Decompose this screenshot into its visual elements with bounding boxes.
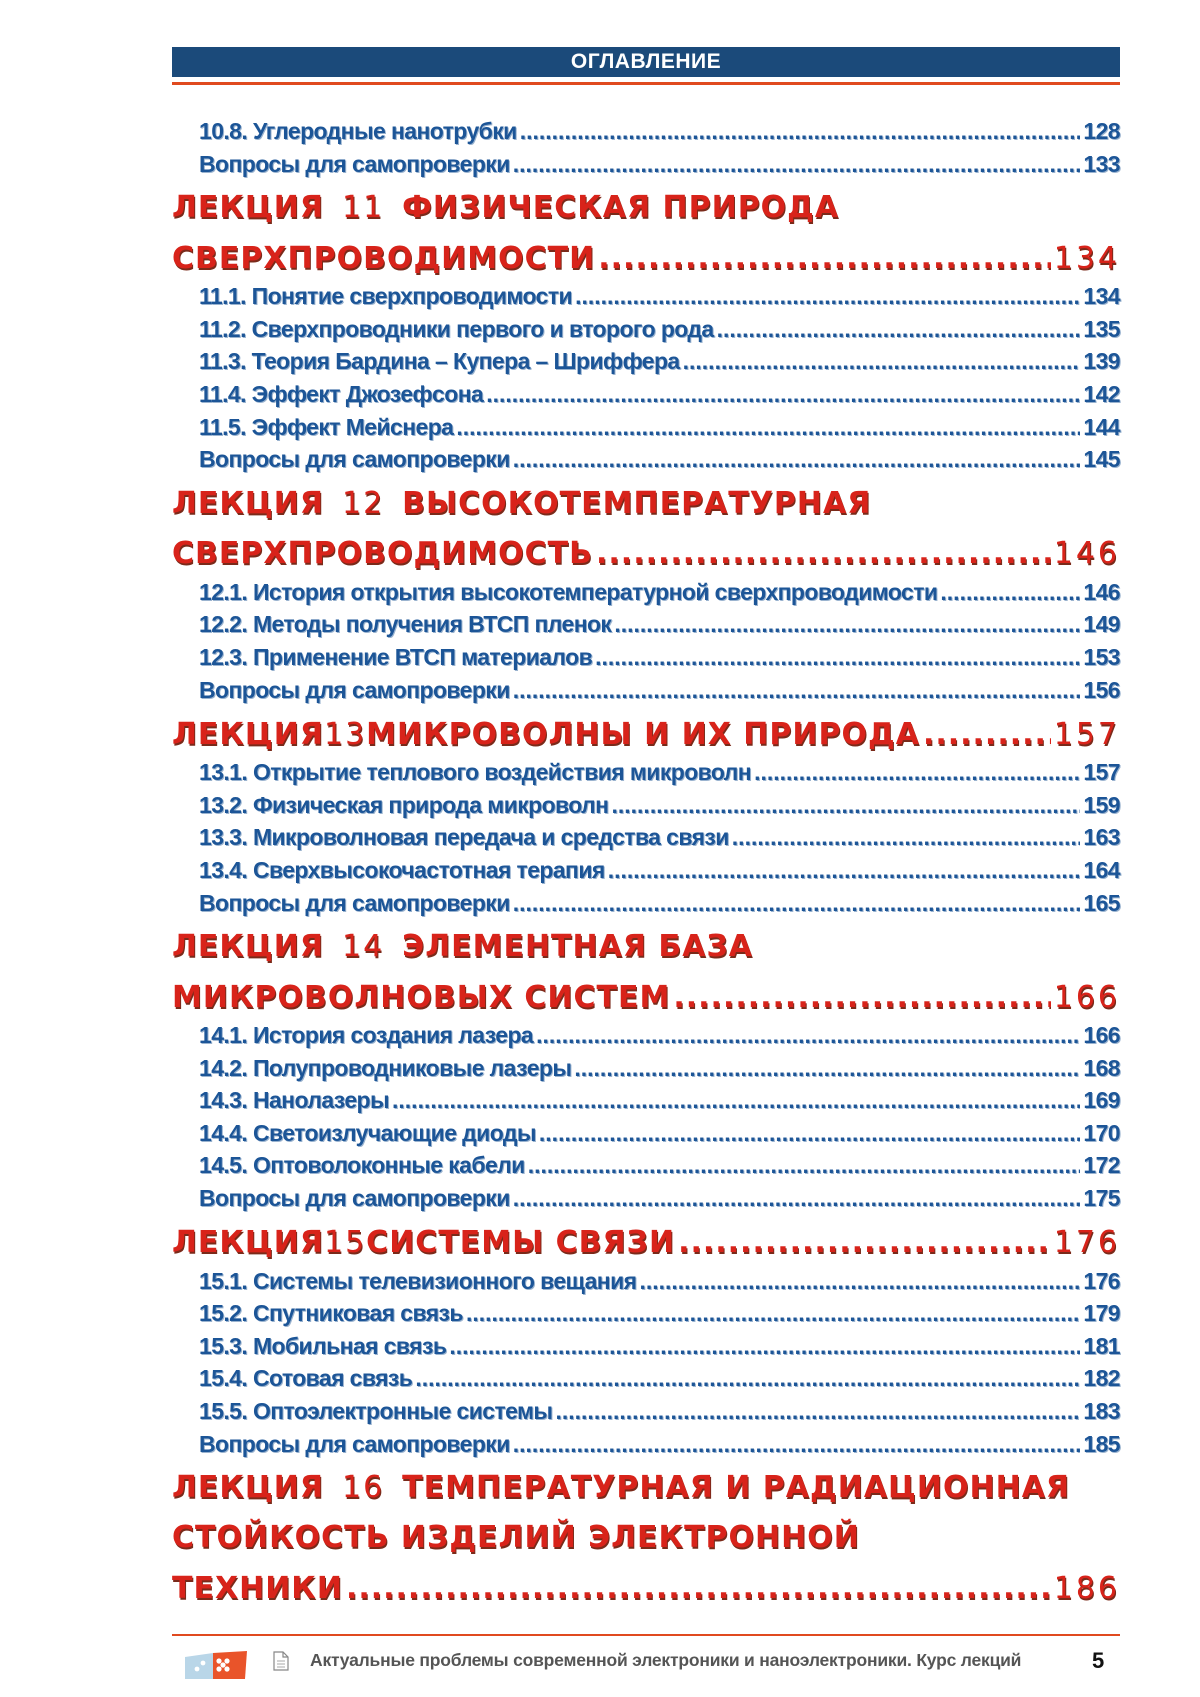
lecture-heading-line[interactable]: [172, 479, 1120, 529]
lecture-label: ЛЕКЦИЯ: [172, 190, 324, 226]
toc-entry-page: 159: [1083, 791, 1120, 818]
footer-page-number: 5: [1092, 1648, 1105, 1673]
toc-entry-title: 15.2. Спутниковая связь: [199, 1300, 463, 1327]
dot-leader: [536, 1022, 1080, 1049]
lecture-title: [172, 536, 593, 571]
toc-entry-page: 168: [1083, 1054, 1120, 1081]
lecture-page: 176: [1053, 1225, 1120, 1261]
toc-entry-page: 153: [1083, 643, 1120, 670]
toc-entry[interactable]: [172, 1022, 1120, 1055]
lecture-title-last: МИКРОВОЛНОВЫХ СИСТЕМ: [172, 979, 671, 1015]
dot-leader: [923, 717, 1051, 752]
toc-entry-page: 156: [1083, 676, 1120, 703]
lecture-section: [172, 922, 1120, 1218]
toc-entry-title: 14.4. Светоизлучающие диоды: [199, 1119, 536, 1146]
toc-entry-title: 11.4. Эффект Джозефсона: [199, 380, 484, 407]
lecture-heading[interactable]: [172, 972, 1120, 1022]
toc-entry-title: 15.5. Оптоэлектронные системы: [199, 1398, 553, 1425]
header-divider: [172, 82, 1120, 85]
lecture-title-line: ЭЛЕМЕНТНАЯ БАЗА: [402, 929, 754, 965]
dot-leader: [513, 1431, 1081, 1458]
toc-entry-title: Вопросы для самопроверки: [199, 889, 510, 916]
dot-leader: [346, 1571, 1051, 1606]
toc-entry[interactable]: [172, 1120, 1120, 1153]
toc-entry-title: 12.2. Методы получения ВТСП пленок: [199, 611, 612, 638]
dot-leader: [575, 283, 1080, 310]
dot-leader: [717, 316, 1081, 343]
toc-entry[interactable]: [172, 792, 1120, 825]
dot-leader: [673, 980, 1050, 1015]
toc-entry[interactable]: [172, 118, 1120, 151]
toc-entry[interactable]: [172, 644, 1120, 677]
lecture-title-last: ТЕХНИКИ: [172, 1570, 343, 1606]
dot-leader: [456, 414, 1080, 441]
dot-leader: [732, 824, 1081, 851]
lecture-title-last: СВЕРХПРОВОДИМОСТЬ: [172, 536, 593, 572]
toc-entry-title: 15.1. Системы телевизионного вещания: [199, 1267, 637, 1294]
toc-entry[interactable]: [172, 759, 1120, 792]
toc-entry-title: 14.2. Полупроводниковые лазеры: [199, 1054, 572, 1081]
toc-entry-title: 10.8. Углеродные нанотрубки: [199, 118, 517, 144]
lecture-label: ЛЕКЦИЯ: [172, 716, 324, 752]
lecture-page: 186: [1053, 1570, 1120, 1606]
lecture-title: [172, 717, 920, 752]
footer-divider: [172, 1634, 1120, 1636]
toc-entry-page: 134: [1083, 283, 1120, 310]
toc-entry-title: Вопросы для самопроверки: [199, 1185, 510, 1212]
toc-entry[interactable]: [172, 1087, 1120, 1120]
toc-entry[interactable]: [172, 611, 1120, 644]
dot-leader: [449, 1333, 1080, 1360]
lecture-heading-line[interactable]: [172, 183, 1120, 233]
lecture-title-last: СВЕРХПРОВОДИМОСТИ: [172, 240, 596, 276]
dot-leader: [639, 1268, 1080, 1295]
lecture-heading[interactable]: [172, 709, 1120, 759]
lecture-section: [172, 1218, 1120, 1464]
toc-entry-page: 185: [1083, 1430, 1120, 1457]
toc-entry-page: 176: [1083, 1267, 1120, 1294]
toc-entry-page: 163: [1083, 824, 1120, 851]
lecture-heading[interactable]: [172, 233, 1120, 283]
toc-entry-page: 142: [1083, 380, 1120, 407]
lecture-title-last: СИСТЕМЫ СВЯЗИ: [366, 1225, 676, 1261]
toc-entry-page: 183: [1083, 1398, 1120, 1425]
lecture-title-line: ТЕМПЕРАТУРНАЯ И РАДИАЦИОННАЯ: [402, 1470, 1071, 1506]
toc-entry-page: 165: [1083, 889, 1120, 916]
dot-leader: [678, 1225, 1051, 1260]
footer-course-title: Актуальные проблемы современной электроники и наноэлектроники. Курс лекций: [310, 1650, 1022, 1670]
lecture-section: [172, 183, 1120, 479]
table-of-contents: [172, 118, 1120, 1613]
toc-entry-page: 172: [1083, 1152, 1120, 1179]
lecture-page: 146: [1053, 536, 1120, 572]
toc-entry-title: 12.1. История открытия высокотемпературной сверхпроводимости: [199, 578, 938, 605]
dot-leader: [940, 579, 1080, 606]
toc-entry-page: 139: [1083, 348, 1120, 375]
toc-entry-title: 11.2. Сверхпроводники первого и второго рода: [199, 315, 714, 342]
toc-entry[interactable]: [172, 824, 1120, 857]
toc-entry-page: 182: [1083, 1365, 1120, 1392]
page-title-bar: [172, 47, 1120, 77]
toc-entry-title: 15.3. Мобильная связь: [199, 1332, 447, 1359]
lecture-number: 14: [341, 929, 385, 965]
toc-entry-page: 149: [1083, 611, 1120, 638]
lecture-number: 12: [341, 485, 385, 521]
dot-leader: [528, 1152, 1081, 1179]
toc-entry-page: 170: [1083, 1119, 1120, 1146]
toc-entry-page: 181: [1083, 1332, 1120, 1359]
toc-entry[interactable]: [172, 1185, 1120, 1218]
toc-entry[interactable]: [172, 890, 1120, 923]
toc-entry-page: 157: [1083, 759, 1120, 786]
page-title: ОГЛАВЛЕНИЕ: [570, 50, 722, 73]
toc-entry-title: 15.4. Сотовая связь: [199, 1365, 413, 1392]
toc-entry-title: 11.5. Эффект Мейснера: [199, 413, 454, 440]
toc-entry-page: 135: [1083, 315, 1120, 342]
university-flag-logo: [183, 1649, 251, 1683]
lecture-page: 134: [1053, 240, 1120, 276]
lecture-title-line: ВЫСОКОТЕМПЕРАТУРНАЯ: [402, 485, 872, 521]
toc-entry[interactable]: [172, 1152, 1120, 1185]
toc-entry[interactable]: [172, 1365, 1120, 1398]
lecture-label: ЛЕКЦИЯ: [172, 1225, 324, 1261]
toc-entry[interactable]: [172, 283, 1120, 316]
dot-leader: [392, 1087, 1080, 1114]
lecture-heading-line[interactable]: [172, 1463, 1120, 1513]
toc-entry[interactable]: [172, 1300, 1120, 1333]
toc-entry-title: 13.4. Сверхвысокочастотная терапия: [199, 856, 605, 883]
toc-entry-title: 14.5. Оптоволоконные кабели: [199, 1152, 525, 1179]
dot-leader: [614, 611, 1080, 638]
lecture-number: 11: [341, 190, 385, 226]
lecture-page: 166: [1053, 979, 1120, 1015]
lecture-heading[interactable]: [172, 1218, 1120, 1268]
toc-entry-title: 14.3. Нанолазеры: [199, 1087, 390, 1114]
lecture-title: [172, 241, 595, 276]
toc-entry-page: 175: [1083, 1185, 1120, 1212]
toc-entry-page: 133: [1083, 150, 1120, 177]
dot-leader: [683, 348, 1081, 375]
lecture-title: [172, 1571, 343, 1606]
toc-entry-title: Вопросы для самопроверки: [199, 150, 510, 177]
toc-entry-title: 12.3. Применение ВТСП материалов: [199, 643, 593, 670]
lecture-title-line: ФИЗИЧЕСКАЯ ПРИРОДА: [402, 190, 840, 226]
toc-entry-page: 128: [1083, 118, 1120, 144]
lecture-section: [172, 479, 1120, 709]
dot-leader: [539, 1120, 1081, 1147]
dot-leader: [513, 890, 1081, 917]
lecture-label: ЛЕКЦИЯ: [172, 1470, 324, 1506]
toc-entry[interactable]: [172, 1398, 1120, 1431]
lecture-heading-line[interactable]: [172, 922, 1120, 972]
toc-entry-page: 179: [1083, 1300, 1120, 1327]
toc-entry[interactable]: [172, 1268, 1120, 1301]
toc-entry[interactable]: [172, 381, 1120, 414]
dot-leader: [611, 792, 1080, 819]
dot-leader: [513, 446, 1081, 473]
toc-entry[interactable]: [172, 151, 1120, 184]
toc-entry-page: 169: [1083, 1087, 1120, 1114]
toc-entry-page: 146: [1083, 578, 1120, 605]
dot-leader: [513, 1185, 1081, 1212]
dot-leader: [596, 536, 1051, 571]
toc-entry[interactable]: [172, 414, 1120, 447]
toc-entry[interactable]: [172, 348, 1120, 381]
dot-leader: [555, 1398, 1080, 1425]
toc-entry[interactable]: [172, 857, 1120, 890]
lecture-title: [172, 1225, 675, 1260]
dot-leader: [598, 241, 1051, 276]
toc-entry-title: 11.1. Понятие сверхпроводимости: [199, 283, 573, 310]
toc-entry-title: 11.3. Теория Бардина – Купера – Шриффера: [199, 348, 680, 375]
toc-entry-page: 144: [1083, 413, 1120, 440]
toc-entry-page: 145: [1083, 446, 1120, 473]
toc-entry-title: Вопросы для самопроверки: [199, 446, 510, 473]
lecture-title-last: МИКРОВОЛНЫ И ИХ ПРИРОДА: [366, 716, 920, 752]
dot-leader: [486, 381, 1080, 408]
dot-leader: [415, 1365, 1080, 1392]
lecture-number: 16: [341, 1470, 385, 1506]
dot-leader: [520, 118, 1081, 145]
lecture-heading[interactable]: [172, 529, 1120, 579]
lecture-number: 13: [323, 716, 367, 752]
lecture-title-line: СТОЙКОСТЬ ИЗДЕЛИЙ ЭЛЕКТРОННОЙ: [172, 1520, 860, 1556]
lecture-label: ЛЕКЦИЯ: [172, 929, 324, 965]
lecture-label: ЛЕКЦИЯ: [172, 485, 324, 521]
dot-leader: [595, 644, 1080, 671]
lecture-page: 157: [1053, 716, 1120, 752]
toc-entry[interactable]: [172, 316, 1120, 349]
dot-leader: [574, 1055, 1080, 1082]
toc-entry[interactable]: [172, 579, 1120, 612]
dot-leader: [608, 857, 1081, 884]
lecture-heading-line[interactable]: [172, 1513, 1120, 1563]
toc-entry-title: 13.1. Открытие теплового воздействия микроволн: [199, 759, 752, 786]
toc-entry[interactable]: [172, 677, 1120, 710]
toc-entry[interactable]: [172, 1431, 1120, 1464]
document-icon: [273, 1651, 289, 1671]
lecture-heading[interactable]: [172, 1563, 1120, 1613]
dot-leader: [513, 677, 1081, 704]
dot-leader: [513, 151, 1081, 178]
toc-entry[interactable]: [172, 446, 1120, 479]
lecture-section: [172, 709, 1120, 922]
toc-entry-title: Вопросы для самопроверки: [199, 676, 510, 703]
toc-entry-title: 13.2. Физическая природа микроволн: [199, 791, 609, 818]
lecture-section: [172, 1463, 1120, 1613]
dot-leader: [466, 1300, 1080, 1327]
toc-entry-title: 13.3. Микроволновая передача и средства связи: [199, 824, 729, 851]
toc-entry-page: 166: [1083, 1022, 1120, 1049]
toc-entry[interactable]: [172, 1333, 1120, 1366]
toc-entry-title: 14.1. История создания лазера: [199, 1022, 534, 1049]
toc-entry-title: Вопросы для самопроверки: [199, 1430, 510, 1457]
dot-leader: [754, 759, 1080, 786]
lecture-number: 15: [323, 1225, 367, 1261]
toc-entry-page: 164: [1083, 856, 1120, 883]
lecture-title: [172, 980, 670, 1015]
toc-entry[interactable]: [172, 1055, 1120, 1088]
